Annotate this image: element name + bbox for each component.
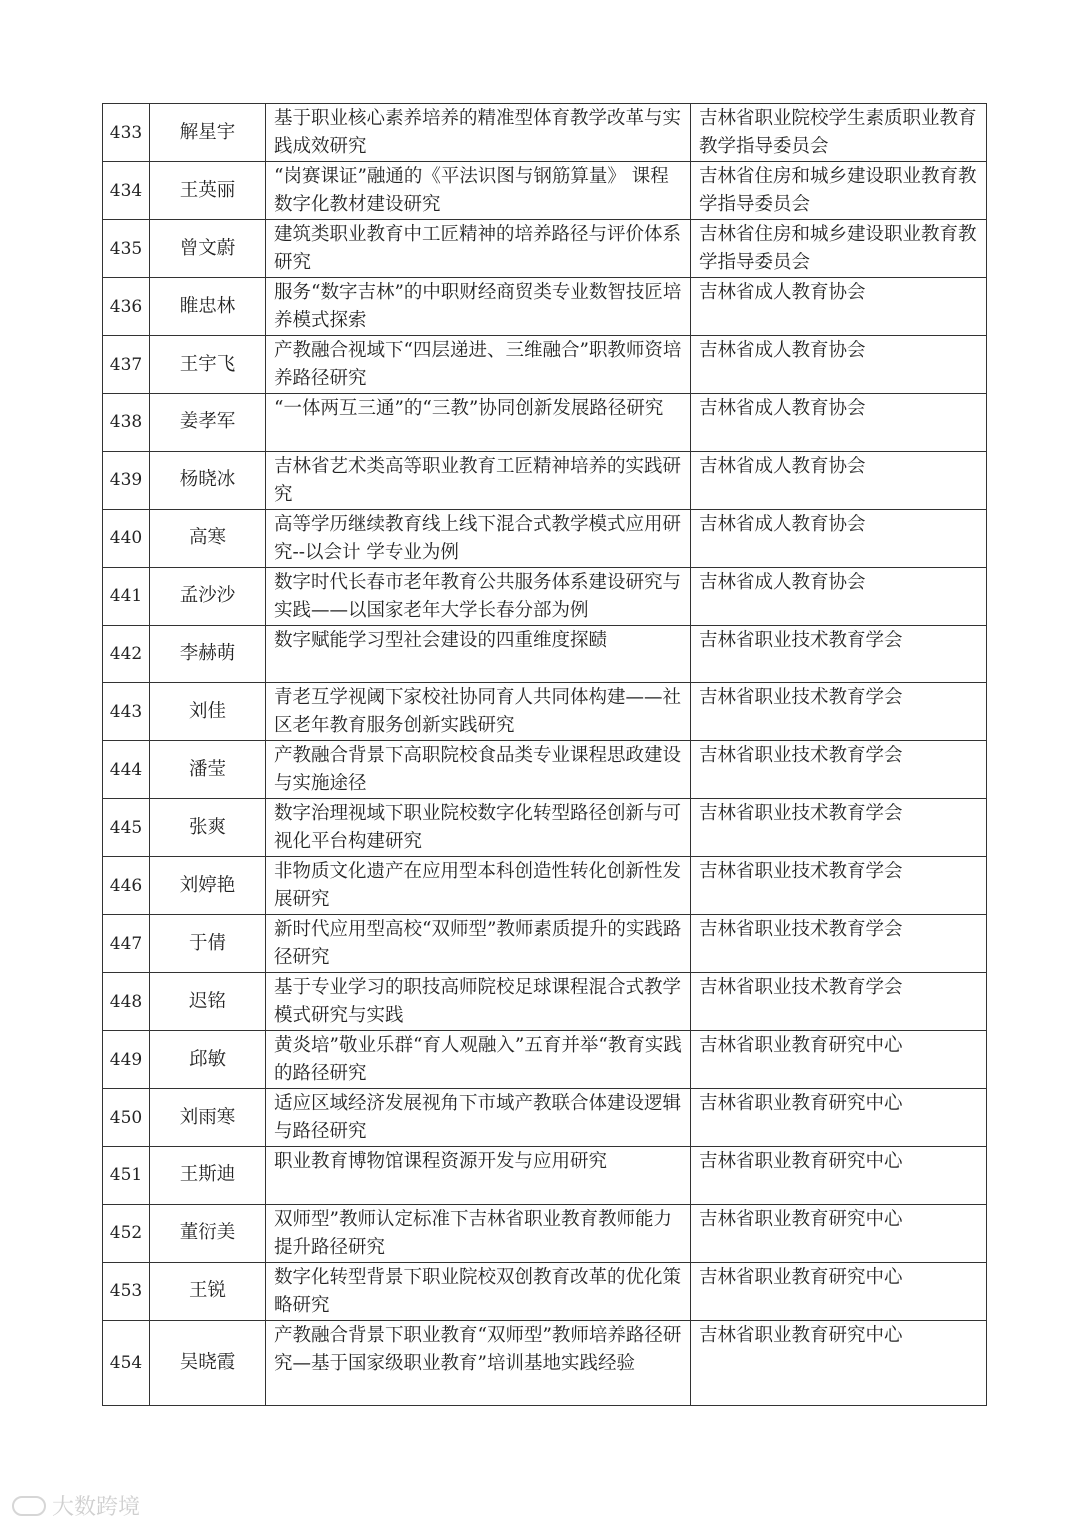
table-row (103, 509, 987, 567)
project-title: 数字时代长春市老年教育公共服务体系建设研究与实践——以国家老年大学长春分部为例 (266, 567, 691, 625)
table-row (103, 857, 987, 915)
author-name: 曾文蔚 (150, 220, 266, 278)
watermark (12, 1490, 140, 1521)
project-title: “岗赛课证”融通的《平法识图与钢筋算量》 课程数字化教材建设研究 (266, 162, 691, 220)
recommending-unit: 吉林省职业技术教育学会 (691, 973, 987, 1031)
recommending-unit: 吉林省成人教育协会 (691, 394, 987, 452)
table-row (103, 394, 987, 452)
recommending-unit: 吉林省职业技术教育学会 (691, 915, 987, 973)
table-row (103, 278, 987, 336)
project-title: 双师型”教师认定标准下吉林省职业教育教师能力提升路径研究 (266, 1204, 691, 1262)
recommending-unit: 吉林省职业技术教育学会 (691, 625, 987, 683)
row-number: 448 (103, 973, 150, 1031)
table-row (103, 162, 987, 220)
table-row (103, 1089, 987, 1147)
project-title: 产教融合背景下高职院校食品类专业课程思政建设与实施途径 (266, 741, 691, 799)
row-number: 451 (103, 1147, 150, 1205)
project-title: 建筑类职业教育中工匠精神的培养路径与评价体系研究 (266, 220, 691, 278)
row-number: 445 (103, 799, 150, 857)
author-name: 王斯迪 (150, 1147, 266, 1205)
row-number: 443 (103, 683, 150, 741)
row-number: 437 (103, 336, 150, 394)
row-number: 438 (103, 394, 150, 452)
recommending-unit: 吉林省职业技术教育学会 (691, 857, 987, 915)
author-name: 高寒 (150, 509, 266, 567)
table-row (103, 683, 987, 741)
project-title: 非物质文化遗产在应用型本科创造性转化创新性发展研究 (266, 857, 691, 915)
table-row (103, 1031, 987, 1089)
row-number: 447 (103, 915, 150, 973)
table-row (103, 451, 987, 509)
recommending-unit: 吉林省住房和城乡建设职业教育教学指导委员会 (691, 162, 987, 220)
author-name: 潘莹 (150, 741, 266, 799)
project-title: 新时代应用型高校“双师型”教师素质提升的实践路径研究 (266, 915, 691, 973)
recommending-unit: 吉林省职业教育研究中心 (691, 1147, 987, 1205)
project-title: 吉林省艺术类高等职业教育工匠精神培养的实践研究 (266, 451, 691, 509)
row-number: 449 (103, 1031, 150, 1089)
project-title: 产教融合背景下职业教育“双师型”教师培养路径研究—基于国家级职业教育”培训基地实践经验 (266, 1320, 691, 1405)
table-row (103, 1147, 987, 1205)
author-name: 刘雨寒 (150, 1089, 266, 1147)
table-row (103, 1204, 987, 1262)
row-number: 442 (103, 625, 150, 683)
row-number: 435 (103, 220, 150, 278)
recommending-unit: 吉林省职业教育研究中心 (691, 1204, 987, 1262)
project-title: 高等学历继续教育线上线下混合式教学模式应用研究--以会计 学专业为例 (266, 509, 691, 567)
row-number: 441 (103, 567, 150, 625)
author-name: 于倩 (150, 915, 266, 973)
row-number: 444 (103, 741, 150, 799)
project-title: 黄炎培”敬业乐群“育人观融入”五育并举“教育实践的路径研究 (266, 1031, 691, 1089)
project-title: 数字化转型背景下职业院校双创教育改革的优化策略研究 (266, 1262, 691, 1320)
author-name: 解星宇 (150, 104, 266, 162)
table-row (103, 336, 987, 394)
row-number: 450 (103, 1089, 150, 1147)
row-number: 452 (103, 1204, 150, 1262)
table-row (103, 104, 987, 162)
author-name: 李赫萌 (150, 625, 266, 683)
author-name: 董衍美 (150, 1204, 266, 1262)
recommending-unit: 吉林省成人教育协会 (691, 509, 987, 567)
recommending-unit: 吉林省职业教育研究中心 (691, 1031, 987, 1089)
row-number: 434 (103, 162, 150, 220)
table-row (103, 567, 987, 625)
recommending-unit: 吉林省成人教育协会 (691, 451, 987, 509)
recommending-unit: 吉林省职业教育研究中心 (691, 1089, 987, 1147)
author-name: 刘佳 (150, 683, 266, 741)
watermark-text: 大数跨境 (52, 1495, 141, 1520)
row-number: 433 (103, 104, 150, 162)
author-name: 姜孝军 (150, 394, 266, 452)
project-title: 产教融合视域下“四层递进、三维融合”职教师资培养路径研究 (266, 336, 691, 394)
project-title: 数字赋能学习型社会建设的四重维度探赜 (266, 625, 691, 683)
row-number: 446 (103, 857, 150, 915)
watermark-logo-icon (12, 1496, 46, 1516)
project-title: 适应区域经济发展视角下市域产教联合体建设逻辑与路径研究 (266, 1089, 691, 1147)
row-number: 439 (103, 451, 150, 509)
project-title: “一体两互三通”的“三教”协同创新发展路径研究 (266, 394, 691, 452)
recommending-unit: 吉林省职业教育研究中心 (691, 1320, 987, 1405)
table-row (103, 220, 987, 278)
author-name: 王英丽 (150, 162, 266, 220)
recommending-unit: 吉林省职业技术教育学会 (691, 683, 987, 741)
author-name: 杨晓冰 (150, 451, 266, 509)
row-number: 454 (103, 1320, 150, 1405)
project-title: 职业教育博物馆课程资源开发与应用研究 (266, 1147, 691, 1205)
row-number: 436 (103, 278, 150, 336)
project-title: 青老互学视阈下家校社协同育人共同体构建——社区老年教育服务创新实践研究 (266, 683, 691, 741)
project-title: 服务“数字吉林”的中职财经商贸类专业数智技匠培养模式探索 (266, 278, 691, 336)
recommending-unit: 吉林省成人教育协会 (691, 567, 987, 625)
recommending-unit: 吉林省职业院校学生素质职业教育教学指导委员会 (691, 104, 987, 162)
author-name: 邱敏 (150, 1031, 266, 1089)
author-name: 刘婷艳 (150, 857, 266, 915)
recommending-unit: 吉林省职业教育研究中心 (691, 1262, 987, 1320)
table-row (103, 1320, 987, 1405)
row-number: 440 (103, 509, 150, 567)
author-name: 吴晓霞 (150, 1320, 266, 1405)
recommending-unit: 吉林省职业技术教育学会 (691, 799, 987, 857)
project-title: 基于职业核心素养培养的精准型体育教学改革与实践成效研究 (266, 104, 691, 162)
table-row (103, 741, 987, 799)
author-name: 孟沙沙 (150, 567, 266, 625)
project-list-table (102, 103, 987, 1406)
author-name: 迟铭 (150, 973, 266, 1031)
table-row (103, 915, 987, 973)
table-row (103, 625, 987, 683)
author-name: 睢忠林 (150, 278, 266, 336)
recommending-unit: 吉林省职业技术教育学会 (691, 741, 987, 799)
table-body (103, 104, 987, 1406)
table-row (103, 799, 987, 857)
project-title: 数字治理视域下职业院校数字化转型路径创新与可视化平台构建研究 (266, 799, 691, 857)
row-number: 453 (103, 1262, 150, 1320)
recommending-unit: 吉林省住房和城乡建设职业教育教学指导委员会 (691, 220, 987, 278)
recommending-unit: 吉林省成人教育协会 (691, 278, 987, 336)
author-name: 王锐 (150, 1262, 266, 1320)
project-title: 基于专业学习的职技高师院校足球课程混合式教学模式研究与实践 (266, 973, 691, 1031)
recommending-unit: 吉林省成人教育协会 (691, 336, 987, 394)
table-row (103, 973, 987, 1031)
author-name: 张爽 (150, 799, 266, 857)
table-row (103, 1262, 987, 1320)
author-name: 王宇飞 (150, 336, 266, 394)
